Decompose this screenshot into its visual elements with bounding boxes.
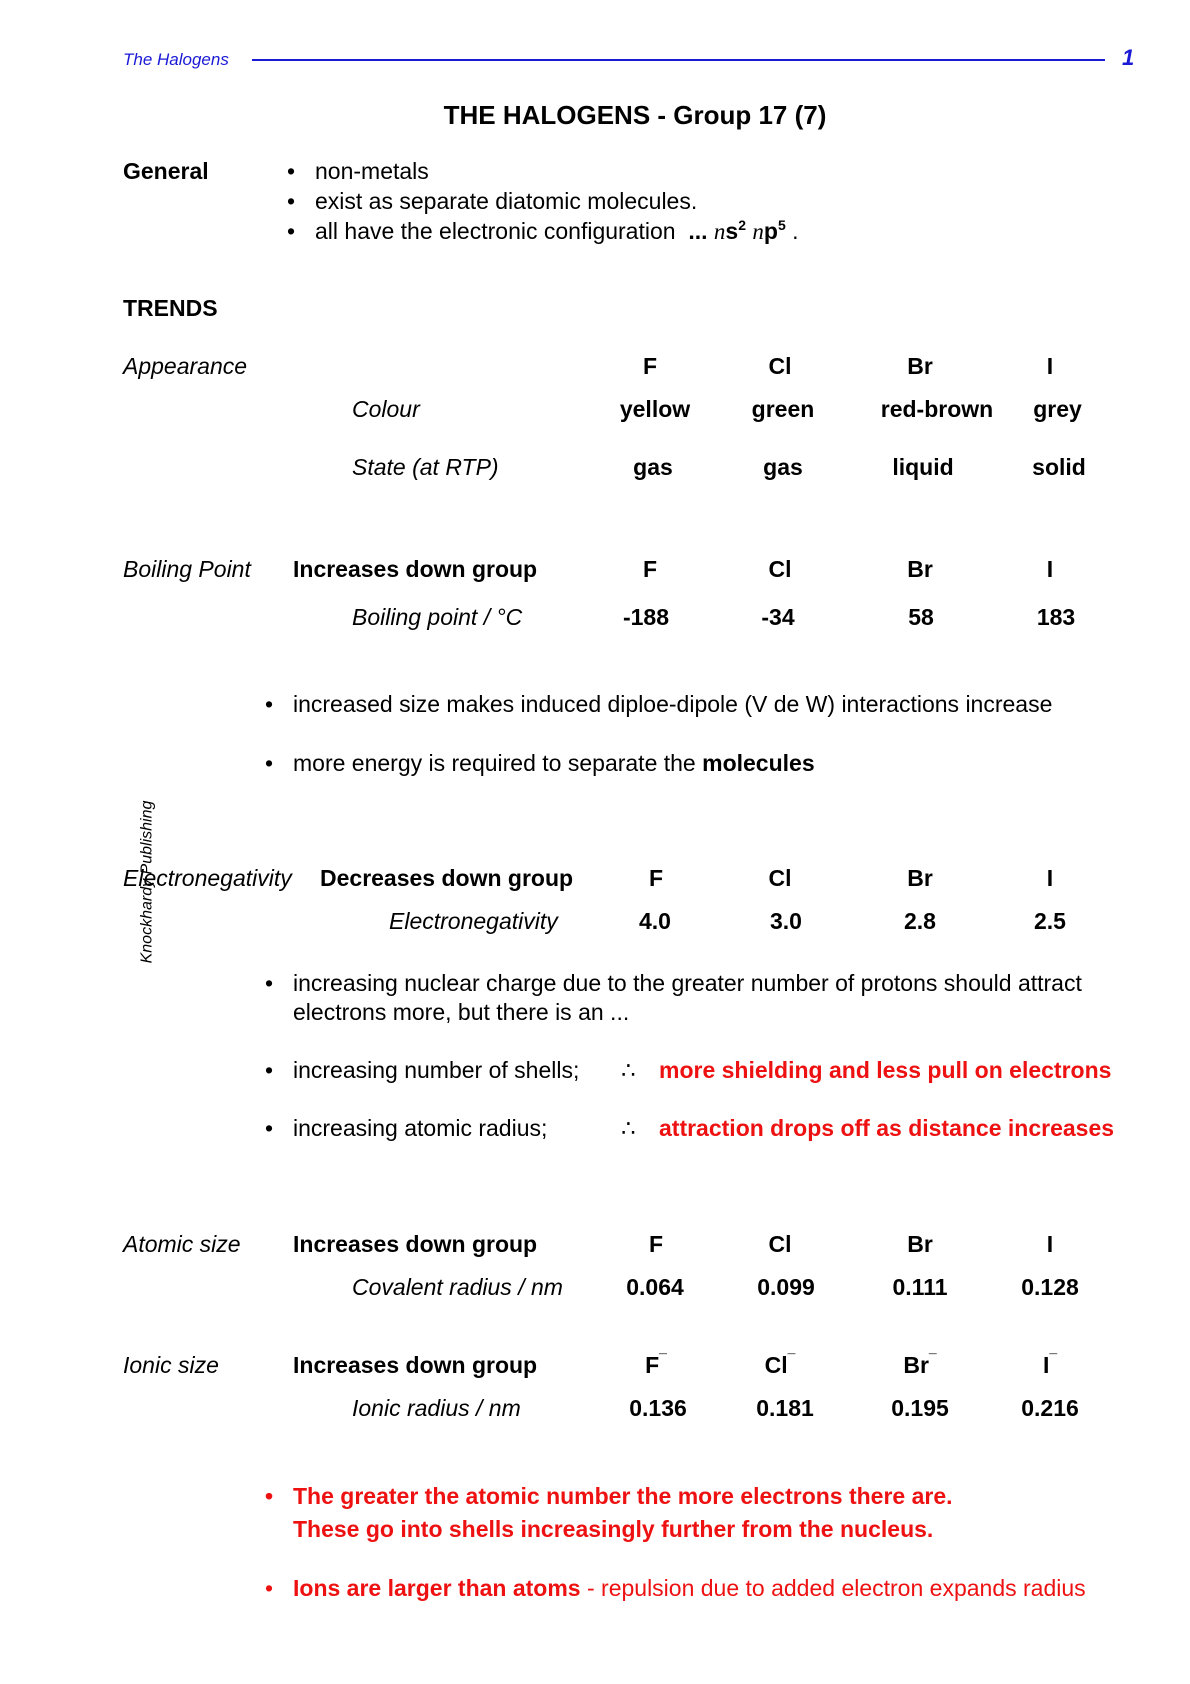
colour-br: red-brown — [880, 396, 994, 422]
boiling-element-br: Br — [907, 556, 933, 582]
config-s: s — [725, 218, 739, 244]
trends-label: TRENDS — [123, 295, 218, 321]
ionic-value-i: 0.216 — [1021, 1395, 1079, 1421]
ion-cl — [715, 1352, 845, 1379]
page-title: THE HALOGENS - Group 17 (7) — [443, 100, 827, 130]
boiling-element-i: I — [1046, 556, 1054, 582]
ion-cl-charge: ¯ — [787, 1351, 796, 1367]
electroneg-bullet-3-red: attraction drops off as distance increases — [659, 1115, 1115, 1141]
atomic-value-i: 0.128 — [1021, 1274, 1079, 1300]
atomic-value-br: 0.111 — [892, 1274, 948, 1300]
running-title: The Halogens — [123, 50, 229, 69]
config-s-exp: 2 — [738, 217, 746, 233]
ion-f — [591, 1352, 721, 1379]
colour-cl: green — [751, 396, 815, 422]
state-i: solid — [1032, 454, 1086, 480]
electroneg-element-cl: Cl — [768, 865, 792, 891]
electroneg-element-i: I — [1046, 865, 1054, 891]
atomic-value-cl: 0.099 — [757, 1274, 815, 1300]
ionic-row-label: Ionic radius / nm — [352, 1395, 521, 1421]
colour-label: Colour — [352, 396, 420, 422]
ionic-value-cl: 0.181 — [756, 1395, 814, 1421]
state-cl: gas — [763, 454, 803, 480]
atomic-row-label: Covalent radius / nm — [352, 1274, 563, 1300]
ion-f-symbol: F — [645, 1352, 660, 1378]
boiling-element-cl: Cl — [768, 556, 792, 582]
electroneg-element-f: F — [648, 865, 664, 891]
electroneg-bullet-1-cont: electrons more, but there is an ... — [293, 999, 630, 1025]
atomic-value-f: 0.064 — [626, 1274, 684, 1300]
ionic-value-f: 0.136 — [629, 1395, 687, 1421]
ion-f-charge: ¯ — [659, 1351, 667, 1367]
state-br: liquid — [892, 454, 954, 480]
page-number: 1 — [1122, 45, 1135, 70]
config-prefix: ... — [688, 218, 708, 244]
general-item-3 — [315, 218, 799, 245]
atomic-element-i: I — [1046, 1231, 1054, 1257]
therefore-icon-2: ∴ — [621, 1115, 636, 1141]
ion-i-symbol: I — [1042, 1352, 1050, 1378]
appearance-element-cl: Cl — [768, 353, 792, 379]
appearance-element-f: F — [642, 353, 658, 379]
colour-f: yellow — [619, 396, 691, 422]
electroneg-bullet-2-red: more shielding and less pull on electrons — [659, 1057, 1112, 1083]
ion-br — [855, 1352, 985, 1379]
atomic-trend: Increases down group — [293, 1231, 538, 1257]
boiling-trend: Increases down group — [293, 556, 538, 582]
ion-br-charge: ¯ — [928, 1351, 937, 1367]
atomic-element-f: F — [648, 1231, 664, 1257]
electroneg-element-br: Br — [907, 865, 933, 891]
atomic-element-br: Br — [907, 1231, 933, 1257]
ion-i-charge: ¯ — [1049, 1351, 1058, 1367]
state-label: State (at RTP) — [352, 454, 499, 480]
ion-i — [985, 1352, 1115, 1379]
electroneg-label: Electronegativity — [123, 865, 292, 891]
config-end: . — [792, 218, 799, 244]
appearance-label: Appearance — [123, 353, 248, 379]
boiling-bullet-2-bold: molecules — [702, 750, 815, 776]
electroneg-bullet-2: • increasing number of shells; — [293, 1057, 579, 1084]
boiling-value-cl: -34 — [761, 604, 795, 630]
atomic-element-cl: Cl — [768, 1231, 792, 1257]
ionic-value-br: 0.195 — [891, 1395, 949, 1421]
electroneg-value-cl: 3.0 — [770, 908, 802, 934]
appearance-element-br: Br — [907, 353, 933, 379]
atomic-label: Atomic size — [123, 1231, 241, 1257]
electroneg-row-label: Electronegativity — [389, 908, 558, 934]
conclusion-1-line-2: These go into shells increasingly further from the nucleus. — [293, 1516, 934, 1542]
config-n1: n — [713, 219, 726, 244]
electroneg-bullet-3: • increasing atomic radius; — [293, 1115, 547, 1142]
boiling-value-f: -188 — [622, 604, 670, 630]
ion-cl-symbol: Cl — [764, 1352, 788, 1378]
ion-br-symbol: Br — [903, 1352, 929, 1378]
boiling-row-label: Boiling point / °C — [352, 604, 523, 630]
boiling-bullet-2-text: more energy is required to separate the — [293, 750, 703, 776]
general-item-1: • non-metals — [315, 158, 429, 185]
therefore-icon: ∴ — [621, 1057, 636, 1083]
general-item-2: • exist as separate diatomic molecules. — [315, 188, 697, 215]
boiling-value-br: 58 — [908, 604, 934, 630]
electroneg-bullet-1: • increasing nuclear charge due to the greater number of protons should attract — [293, 970, 1082, 997]
header-rule — [252, 59, 1105, 61]
conclusion-1-line-1: • The greater the atomic number the more electrons there are. — [293, 1483, 953, 1510]
boiling-bullet-2 — [293, 750, 815, 777]
general-label: General — [123, 158, 209, 184]
state-f: gas — [633, 454, 673, 480]
conclusion-2 — [293, 1575, 1086, 1602]
boiling-value-i: 183 — [1036, 604, 1076, 630]
appearance-element-i: I — [1046, 353, 1054, 379]
electroneg-value-i: 2.5 — [1034, 908, 1066, 934]
ionic-trend: Increases down group — [293, 1352, 538, 1378]
colour-i: grey — [1033, 396, 1082, 422]
electroneg-value-br: 2.8 — [904, 908, 936, 934]
conclusion-2-rest: - repulsion due to added electron expands radius — [580, 1575, 1086, 1601]
boiling-label: Boiling Point — [123, 556, 251, 582]
config-n2: n — [752, 219, 764, 244]
general-item-3-text: all have the electronic configuration — [315, 218, 676, 244]
ionic-label: Ionic size — [123, 1352, 219, 1378]
side-publisher-text: Knockhardy Publishing — [138, 800, 156, 964]
config-p-exp: 5 — [777, 217, 786, 233]
conclusion-2-bold: Ions are larger than atoms — [293, 1575, 581, 1601]
boiling-element-f: F — [642, 556, 658, 582]
boiling-bullet-1: • increased size makes induced diploe-dipole (V de W) interactions increase — [293, 691, 1052, 718]
electroneg-trend: Decreases down group — [320, 865, 574, 891]
config-p: p — [763, 218, 778, 244]
electroneg-value-f: 4.0 — [639, 908, 671, 934]
